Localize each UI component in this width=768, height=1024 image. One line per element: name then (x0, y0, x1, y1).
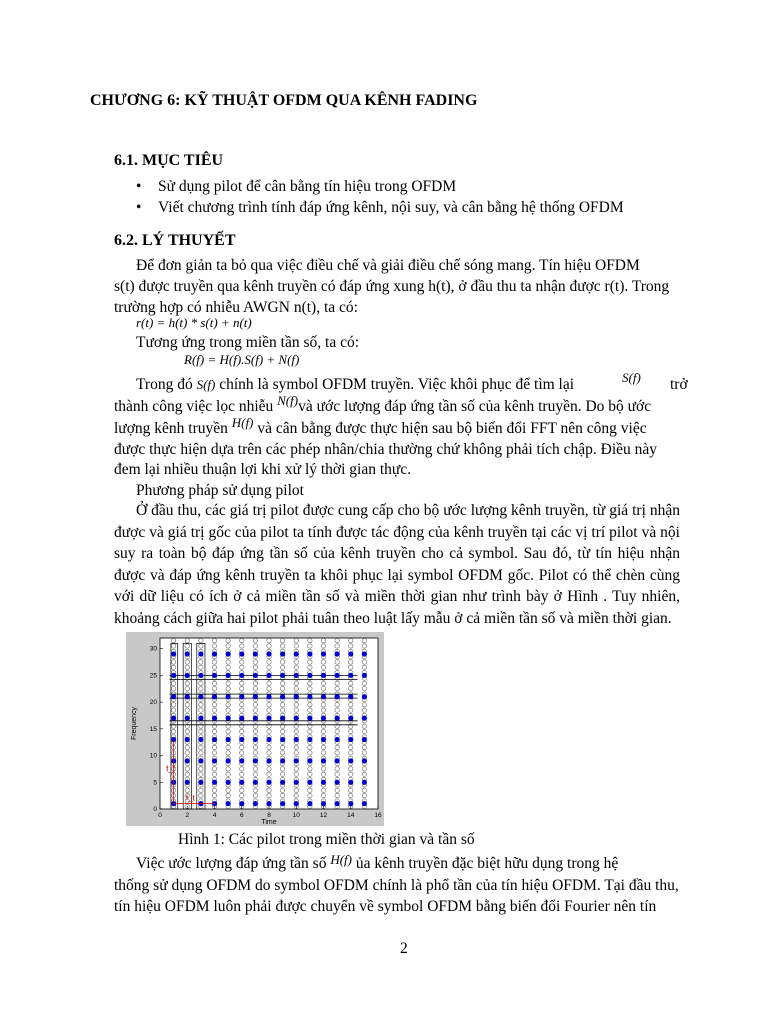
pilot-point (212, 673, 217, 678)
pilot-point (280, 801, 285, 806)
pilot-point (321, 737, 326, 742)
y-tick-label: 5 (153, 779, 157, 787)
y-tick-label: 30 (149, 645, 157, 653)
pilot-point (321, 780, 326, 785)
y-axis-label: Frequency (131, 706, 138, 741)
pilot-point (362, 801, 367, 806)
pilot-point (335, 780, 340, 785)
text-span: thành công việc lọc nhiễu (114, 398, 274, 415)
pilot-point (239, 716, 244, 721)
pilot-point (198, 716, 203, 721)
pilot-point (348, 716, 353, 721)
pilot-point (253, 673, 258, 678)
text-span: và cân bằng được thực hiện sau bộ biến đổi FFT nên công việc (257, 420, 647, 437)
pilot-point (280, 758, 285, 763)
paragraph-line (136, 853, 618, 875)
pilot-point (348, 673, 353, 678)
pilot-point (280, 780, 285, 785)
y-tick-label: 10 (149, 752, 157, 760)
pilot-point (362, 651, 367, 656)
pilot-point (198, 780, 203, 785)
subheading: Phương pháp sử dụng pilot (136, 482, 304, 499)
pilot-point (266, 801, 271, 806)
x-tick-label: 12 (319, 812, 328, 819)
pilot-point (280, 716, 285, 721)
math-symbol: S(f) (196, 377, 216, 392)
x-tick-label: 8 (267, 812, 271, 819)
pilot-point (294, 758, 299, 763)
pilot-point (321, 673, 326, 678)
pilot-point (294, 651, 299, 656)
pilot-point (212, 737, 217, 742)
pilot-point (198, 758, 203, 763)
pilot-point (239, 737, 244, 742)
pilot-point (307, 651, 312, 656)
x-tick-label: 2 (185, 812, 190, 819)
pilot-scatter-figure (126, 632, 384, 826)
bullet-dot-icon: • (136, 178, 142, 195)
pilot-point (348, 801, 353, 806)
pilot-point (185, 758, 190, 763)
pilot-point (307, 694, 312, 699)
y-tick-label: 15 (149, 725, 157, 733)
pilot-point (321, 694, 326, 699)
pilot-point (239, 694, 244, 699)
pilot-point (348, 780, 353, 785)
pilot-point (198, 737, 203, 742)
pilot-point (226, 694, 231, 699)
pilot-point (185, 737, 190, 742)
pilot-point (212, 716, 217, 721)
pilot-point (321, 758, 326, 763)
paragraph-line: Để đơn giản ta bỏ qua việc điều chế và giải điều chế sóng mang. Tín hiệu OFDM (136, 257, 640, 274)
pilot-point (185, 651, 190, 656)
pilot-point (362, 716, 367, 721)
pilot-point (226, 673, 231, 678)
pilot-point (226, 737, 231, 742)
pilot-point (226, 780, 231, 785)
bullet-text: Viết chương trình tính đáp ứng kênh, nội suy, và cân bằng hệ thống OFDM (158, 199, 624, 216)
page-number: 2 (400, 940, 408, 957)
pilot-point (266, 694, 271, 699)
text-span: chính là symbol OFDM truyền. Việc khôi phục để tìm lại (219, 376, 575, 393)
equation-frequency-domain: R(f) = H(f).S(f) + N(f) (184, 352, 300, 367)
y-tick-label: 0 (153, 806, 157, 813)
pilot-point (266, 780, 271, 785)
pilot-point (280, 673, 285, 678)
x-tick-label: 0 (158, 812, 162, 819)
paragraph-line: đem lại nhiều thuận lợi khi xử lý thời gian thực. (114, 461, 412, 478)
pilot-point (307, 801, 312, 806)
annotation-label-ff: f_f (166, 764, 176, 774)
pilot-point (198, 694, 203, 699)
pilot-point (253, 737, 258, 742)
pilot-point (294, 780, 299, 785)
figure-caption: Hình 1: Các pilot trong miền thời gian và tần số (178, 831, 475, 848)
pilot-point (239, 673, 244, 678)
pilot-point (253, 780, 258, 785)
pilot-point (226, 758, 231, 763)
paragraph-line: trường hợp có nhiễu AWGN n(t), ta có: (114, 299, 358, 316)
pilot-point (348, 737, 353, 742)
chapter-title: CHƯƠNG 6: KỸ THUẬT OFDM QUA KÊNH FADING (90, 92, 478, 109)
pilot-point (266, 716, 271, 721)
equation-time-domain: r(t) = h(t) * s(t) + n(t) (136, 315, 252, 330)
paragraph-line: được thực hiện dựa trên các phép nhân/chia thường chứ không phải tích chập. Điều này (114, 441, 658, 458)
pilot-point (239, 651, 244, 656)
text-span: trở (670, 376, 688, 393)
pilot-point (212, 780, 217, 785)
pilot-point (294, 694, 299, 699)
pilot-point (348, 758, 353, 763)
pilot-point (253, 651, 258, 656)
math-symbol: H(f) (231, 415, 254, 430)
paragraph-line: Tương ứng trong miền tần số, ta có: (136, 334, 360, 351)
pilot-point (171, 673, 176, 678)
pilot-point (198, 673, 203, 678)
pilot-point (362, 737, 367, 742)
pilot-point (280, 694, 285, 699)
bullet-text: Sử dụng pilot để cân bằng tín hiệu trong OFDM (158, 178, 457, 195)
pilot-point (307, 758, 312, 763)
pilot-point (348, 651, 353, 656)
pilot-point (362, 780, 367, 785)
paragraph-pilot: Ở đầu thu, các giá trị pilot được cung cấp cho bộ ước lượng kênh truyền, từ giá trị nhận được và giá trị gốc của pilot ta tính được tác động của kênh truyền tại các vị trí pilot và nội suy ra toàn bộ đáp ứng tần số của kênh truyền cho cả symbol. Sau đó, từ tín hiệu nhận được và đáp ứng kênh truyền ta khôi phục lại symbol OFDM gốc. Pilot có thể chèn cùng với dữ liệu có ích ở cả miền tần số và miền thời gian như trình bày ở Hình . Tuy nhiên, khoảng cách giữa hai pilot phải tuân theo luật lấy mẫu ở cả miền tần số và miền thời gian. (114, 502, 680, 627)
x-tick-label: 10 (292, 812, 300, 819)
x-tick-label: 14 (347, 812, 355, 819)
y-tick-label: 20 (149, 699, 157, 707)
y-tick-label: 25 (149, 672, 157, 680)
pilot-point (335, 758, 340, 763)
bullet-item (136, 178, 457, 196)
pilot-point (266, 758, 271, 763)
pilot-point (171, 716, 176, 721)
pilot-point (185, 780, 190, 785)
pilot-point (307, 716, 312, 721)
pilot-point (253, 694, 258, 699)
text-span: lượng kênh truyền (114, 420, 228, 437)
pilot-point (321, 801, 326, 806)
pilot-point (335, 737, 340, 742)
text-span: và ước lượng đáp ứng tần số của kênh truyền. Do bộ ước (298, 398, 652, 415)
text-span: Việc ước lượng đáp ứng tần số (136, 855, 327, 872)
section-title-ly-thuyet: 6.2. LÝ THUYẾT (114, 232, 236, 249)
annotation-label-ft: f_t (185, 793, 195, 803)
pilot-point (253, 716, 258, 721)
pilot-point (212, 694, 217, 699)
pilot-point (294, 673, 299, 678)
bullet-item (136, 199, 624, 217)
pilot-point (335, 694, 340, 699)
text-span: ủa kênh truyền đặc biệt hữu dụng trong hệ (355, 855, 619, 872)
math-symbol: N(f) (277, 393, 299, 408)
paragraph-line: thống sử dụng OFDM do symbol OFDM chính là phổ tần của tín hiệu OFDM. Tại đầu thu, (114, 877, 679, 894)
pilot-point (253, 801, 258, 806)
pilot-point (335, 651, 340, 656)
paragraph-line (114, 393, 652, 418)
pilot-point (307, 737, 312, 742)
paragraph-line: tín hiệu OFDM luôn phải được chuyển về symbol OFDM bằng biến đổi Fourier nên tín (114, 898, 657, 915)
pilot-point (253, 758, 258, 763)
pilot-point (335, 801, 340, 806)
pilot-point (294, 716, 299, 721)
x-tick-label: 16 (374, 812, 382, 819)
pilot-point (321, 716, 326, 721)
pilot-point (239, 801, 244, 806)
pilot-point (185, 694, 190, 699)
pilot-point (266, 673, 271, 678)
pilot-point (307, 780, 312, 785)
pilot-point (362, 758, 367, 763)
pilot-point (239, 780, 244, 785)
pilot-point (321, 651, 326, 656)
pilot-point (212, 651, 217, 656)
pilot-point (266, 737, 271, 742)
pilot-point (171, 694, 176, 699)
pilot-point (307, 673, 312, 678)
pilot-point (185, 716, 190, 721)
pilot-point (280, 737, 285, 742)
pilot-point (294, 737, 299, 742)
section-title-muc-tieu: 6.1. MỤC TIÊU (114, 152, 224, 169)
paragraph-line (136, 374, 574, 396)
paragraph-line (114, 415, 647, 440)
pilot-point (226, 801, 231, 806)
pilot-point (226, 716, 231, 721)
x-tick-label: 4 (212, 812, 217, 819)
x-axis-label: Time (261, 819, 277, 826)
x-tick-label: 6 (239, 812, 244, 819)
text-span: Trong đó (136, 376, 193, 393)
pilot-point (171, 651, 176, 656)
paragraph-line: s(t) được truyền qua kênh truyền có đáp ứng xung h(t), ở đầu thu ta nhận được r(t). Trong (114, 278, 670, 295)
bullet-dot-icon: • (136, 199, 142, 216)
pilot-point (226, 651, 231, 656)
pilot-point (266, 651, 271, 656)
pilot-point (362, 673, 367, 678)
pilot-point (239, 758, 244, 763)
pilot-point (335, 673, 340, 678)
pilot-point (212, 758, 217, 763)
pilot-point (362, 694, 367, 699)
pilot-point (185, 673, 190, 678)
math-symbol: H(f) (330, 852, 353, 867)
pilot-point (294, 801, 299, 806)
pilot-point (348, 694, 353, 699)
pilot-point (198, 651, 203, 656)
pilot-point (335, 716, 340, 721)
math-symbol: S(f) (622, 370, 641, 385)
pilot-point (280, 651, 285, 656)
